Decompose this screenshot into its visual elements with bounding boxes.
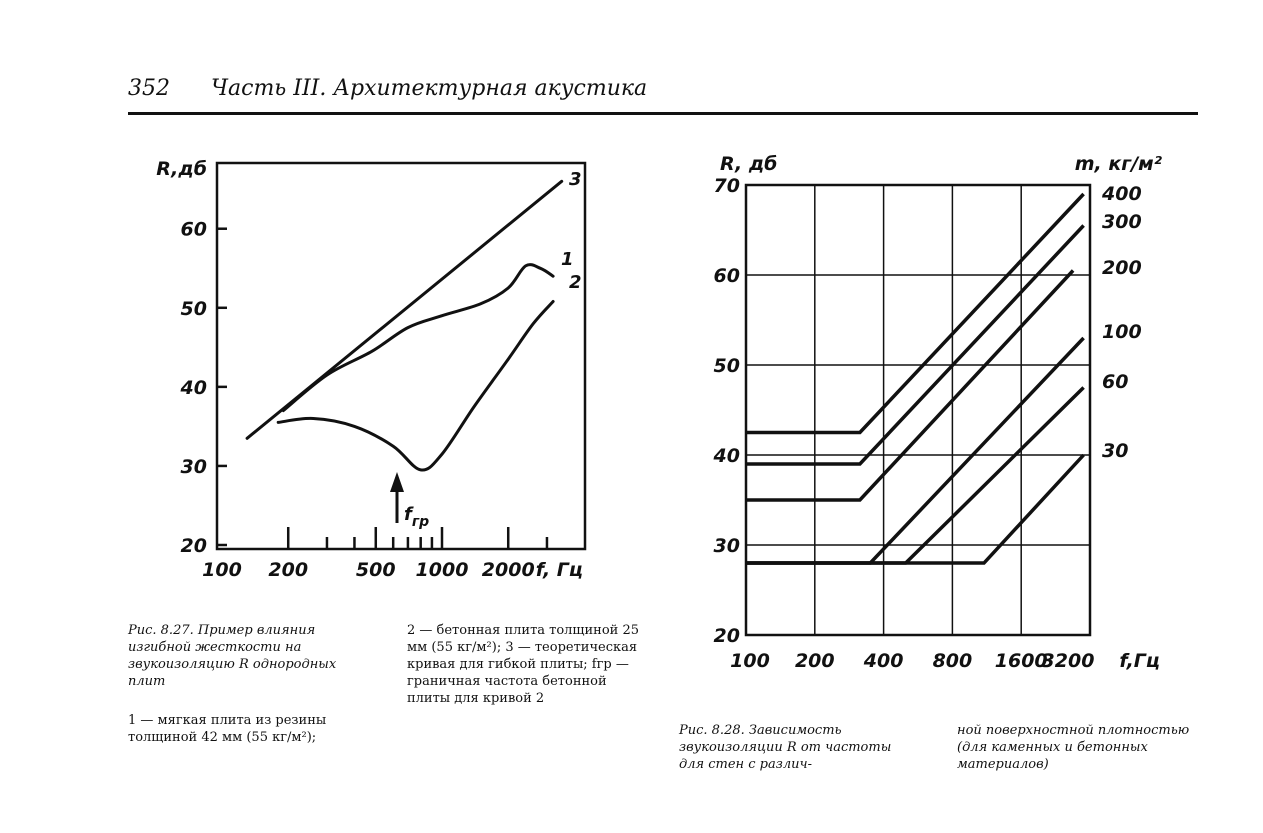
fig1-x-tick-label: 2000 (481, 559, 535, 581)
fig1-y-tick-label: 40 (180, 376, 207, 399)
fig2-series-60-line (746, 388, 1084, 564)
fig2-series-60-label: 60 (1102, 371, 1129, 393)
fig2-series-300-line (746, 226, 1084, 465)
fig1-x-axis-label: f, Гц (535, 559, 583, 581)
fig1-y-tick-label: 30 (180, 455, 207, 478)
fig1-x-tick-label: 100 (202, 559, 242, 581)
fig1-series-2-label: 2 (569, 272, 582, 293)
fig2-series-100-label: 100 (1102, 321, 1142, 343)
fig1-y-tick-label: 20 (180, 535, 207, 557)
fig2-x-tick-label: 3200 (1041, 650, 1095, 672)
fig2-series-30-line (746, 455, 1084, 563)
fig2-y-tick-label: 60 (713, 265, 740, 287)
fig2-series-200-label: 200 (1102, 257, 1142, 279)
fig2-y-axis-label: R, дб (720, 153, 778, 175)
fig2-y-tick-label: 50 (713, 355, 740, 377)
fig2-series-30-label: 30 (1102, 440, 1129, 462)
fig2-series-400-label: 400 (1102, 183, 1142, 205)
fig1-y-tick-label: 50 (180, 297, 207, 320)
chapter-title: Часть III. Архитектурная акустика (211, 76, 648, 101)
fig1-series-3-label: 3 (569, 169, 582, 190)
fig2-x-tick-label: 400 (863, 650, 904, 672)
fig1-x-tick-label: 1000 (415, 559, 469, 581)
fig2-y-tick-label: 40 (713, 445, 740, 467)
fig-8-27-caption-legend-1: 1 — мягкая плита из резины толщиной 42 мм (55 кг/м²); (128, 713, 327, 745)
fig-8-27-caption-title: Рис. 8.27. Пример влияния изгибной жесткости на звукоизоляцию R однородных плит (128, 623, 337, 689)
fig-8-28-caption-right: ной поверхностной плотностью (для каменных и бетонных материалов) (957, 723, 1190, 772)
fig-8-28-caption-left: Рис. 8.28. Зависимость звукоизоляции R от частоты для стен с различ- (679, 723, 892, 772)
fig1-x-tick-label: 500 (355, 559, 396, 581)
fig1-fgr-marker-label: $f_{гр}$ (404, 504, 430, 530)
fig2-x-tick-label: 1600 (994, 650, 1048, 672)
page-number: 352 (128, 76, 170, 101)
fig2-y-tick-label: 30 (713, 535, 740, 557)
fig2-x-tick-label: 800 (932, 650, 973, 672)
fig2-y-tick-label: 20 (713, 625, 740, 647)
fig1-y-axis-label: R,дб (156, 158, 207, 180)
fig2-x-tick-label: 100 (730, 650, 770, 672)
fig2-series-300-label: 300 (1102, 211, 1142, 233)
fig1-y-tick-label: 60 (180, 218, 207, 241)
fig2-x-axis-label: f,Гц (1119, 650, 1160, 672)
fig2-y2-axis-label: m, кг/м² (1074, 153, 1162, 175)
fig2-plot-frame (746, 185, 1090, 635)
fig2-y-tick-label: 70 (713, 175, 740, 197)
fig1-series-1-label: 1 (561, 249, 574, 270)
fig-8-27-caption-legend-2: 2 — бетонная плита толщиной 25 мм (55 кг/м²); 3 — теоретическая кривая для гибкой плиты; fгр — граничная частота бетонной плиты для кривой 2 (407, 623, 640, 706)
fig1-x-tick-label: 200 (268, 559, 309, 581)
fig2-x-tick-label: 200 (794, 650, 835, 672)
